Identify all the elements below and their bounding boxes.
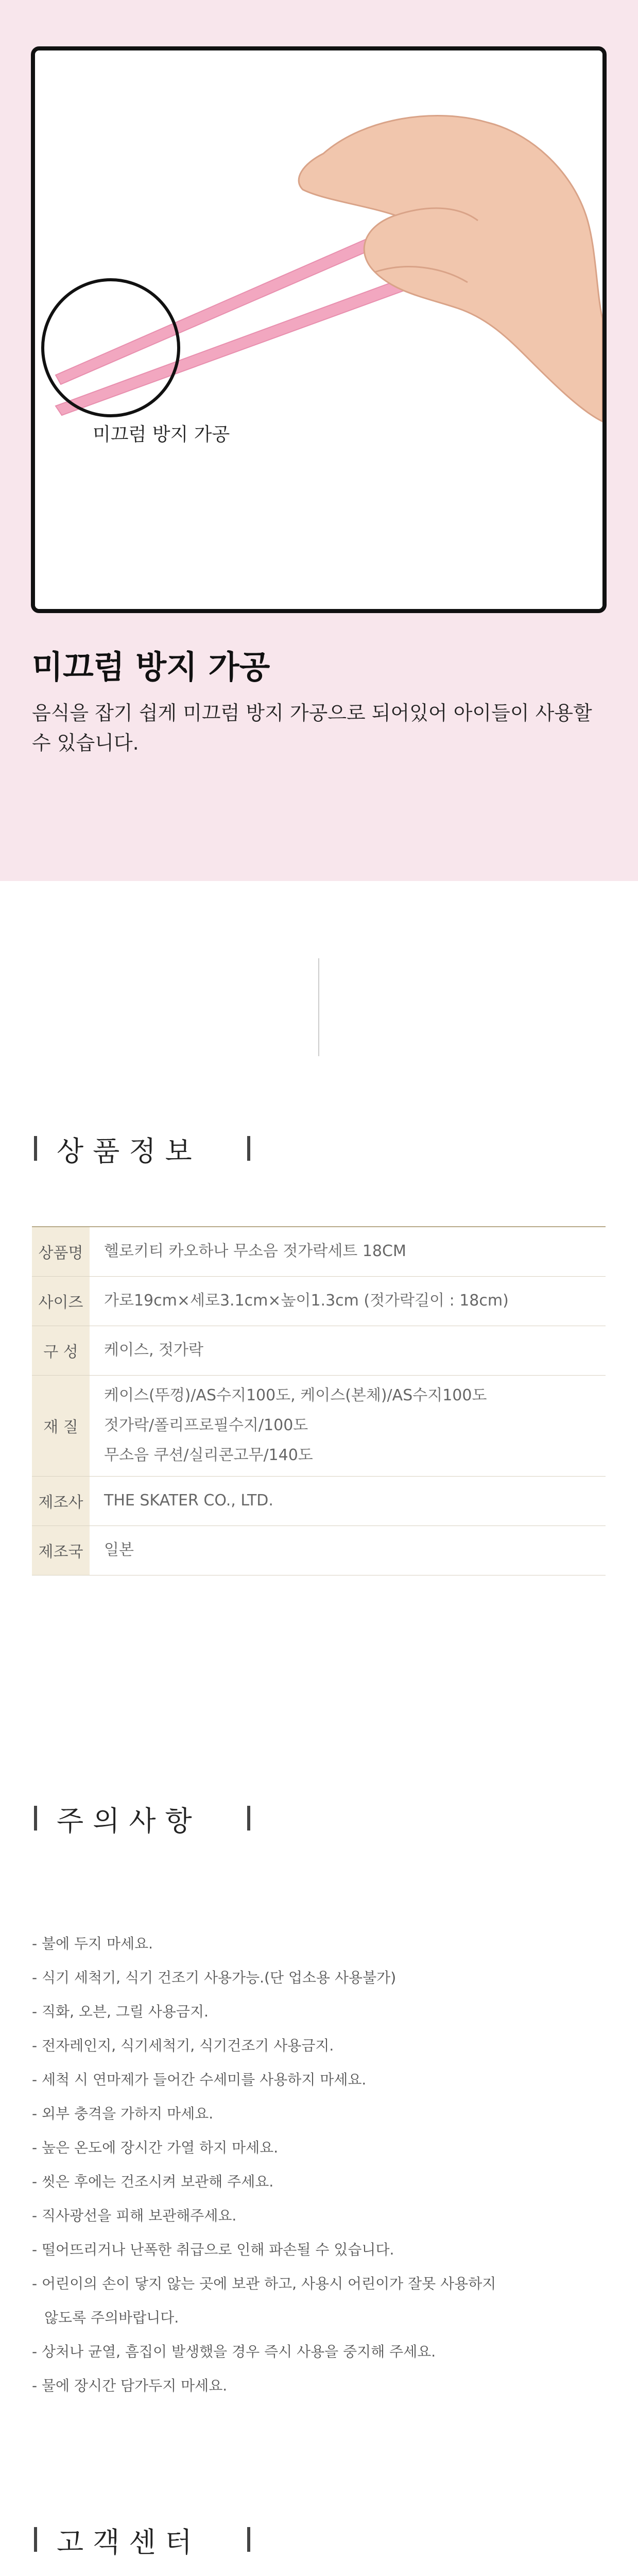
table-row <box>32 1227 606 1276</box>
row-label: 상품명 <box>32 1227 90 1276</box>
list-item: 않도록 주의바랍니다. <box>44 2309 179 2326</box>
list-item: - 세척 시 연마제가 들어간 수세미를 사용하지 마세요. <box>32 2071 367 2088</box>
list-item: - 불에 두지 마세요. <box>32 1935 153 1952</box>
circle-caption: 미끄럼 방지 가공 <box>93 424 230 445</box>
row-value: 일본 <box>90 1526 606 1575</box>
feature-title: 미끄럼 방지 가공 <box>32 648 270 686</box>
heading-bar-right <box>247 1806 250 1831</box>
list-item: - 직화, 오븐, 그릴 사용금지. <box>32 2003 209 2020</box>
heading-bar-right <box>247 2527 250 2552</box>
product-info-table <box>32 1226 606 1575</box>
table-row <box>32 1476 606 1526</box>
list-item: - 외부 충격을 가하지 마세요. <box>32 2105 214 2122</box>
anti-slip-highlight-circle <box>41 278 180 417</box>
heading-bar-left <box>34 1806 37 1831</box>
list-item: - 물에 장시간 담가두지 마세요. <box>32 2377 228 2394</box>
row-label: 재 질 <box>32 1375 90 1476</box>
list-item: - 떨어뜨리거나 난폭한 취급으로 인해 파손될 수 있습니다. <box>32 2241 394 2258</box>
list-item: - 씻은 후에는 건조시켜 보관해 주세요. <box>32 2173 274 2190</box>
caution-list <box>32 1927 603 2403</box>
list-item: - 직사광선을 피해 보관해주세요. <box>32 2207 237 2224</box>
row-value: THE SKATER CO., LTD. <box>90 1476 606 1526</box>
list-item: - 식기 세척기, 식기 건조기 사용가능.(단 업소용 사용불가) <box>32 1969 396 1986</box>
row-value: 헬로키티 카오하나 무소음 젓가락세트 18CM <box>90 1227 606 1276</box>
heading-bar-left <box>34 1136 37 1161</box>
list-item: - 어린이의 손이 닿지 않는 곳에 보관 하고, 사용시 어린이가 잘못 사용하지 <box>32 2275 496 2292</box>
table-row <box>32 1526 606 1575</box>
table-row <box>32 1276 606 1326</box>
row-label: 구 성 <box>32 1326 90 1375</box>
feature-description: 음식을 잡기 쉽게 미끄럼 방지 가공으로 되어있어 아이들이 사용할 수 있습니다. <box>32 702 592 754</box>
heading-bar-left <box>34 2527 37 2552</box>
row-label: 제조국 <box>32 1526 90 1575</box>
table-row <box>32 1375 606 1476</box>
list-item: - 전자레인지, 식기세척기, 식기건조기 사용금지. <box>32 2037 334 2054</box>
row-label: 사이즈 <box>32 1276 90 1326</box>
row-label: 제조사 <box>32 1476 90 1526</box>
table-row <box>32 1326 606 1375</box>
product-info-heading: 상품정보 <box>57 1135 201 1167</box>
customer-center-heading: 고객센터 <box>57 2526 201 2558</box>
list-item: - 상처나 균열, 흠집이 발생했을 경우 즉시 사용을 중지해 주세요. <box>32 2343 436 2360</box>
material-line: 케이스(뚜껑)/AS수지100도, 케이스(본체)/AS수지100도 <box>104 1386 487 1404</box>
material-line: 젓가락/폴리프로필수지/100도 <box>104 1416 308 1434</box>
divider-line <box>318 958 319 1056</box>
list-item: - 높은 온도에 장시간 가열 하지 마세요. <box>32 2139 279 2156</box>
material-line: 무소음 쿠션/실리콘고무/140도 <box>104 1446 313 1464</box>
row-value: 가로19cm×세로3.1cm×높이1.3cm (젓가락길이 : 18cm) <box>90 1276 606 1326</box>
row-value: 케이스, 젓가락 <box>90 1326 606 1375</box>
heading-bar-right <box>247 1136 250 1161</box>
row-value-material <box>90 1375 606 1476</box>
caution-heading: 주의사항 <box>57 1805 201 1837</box>
